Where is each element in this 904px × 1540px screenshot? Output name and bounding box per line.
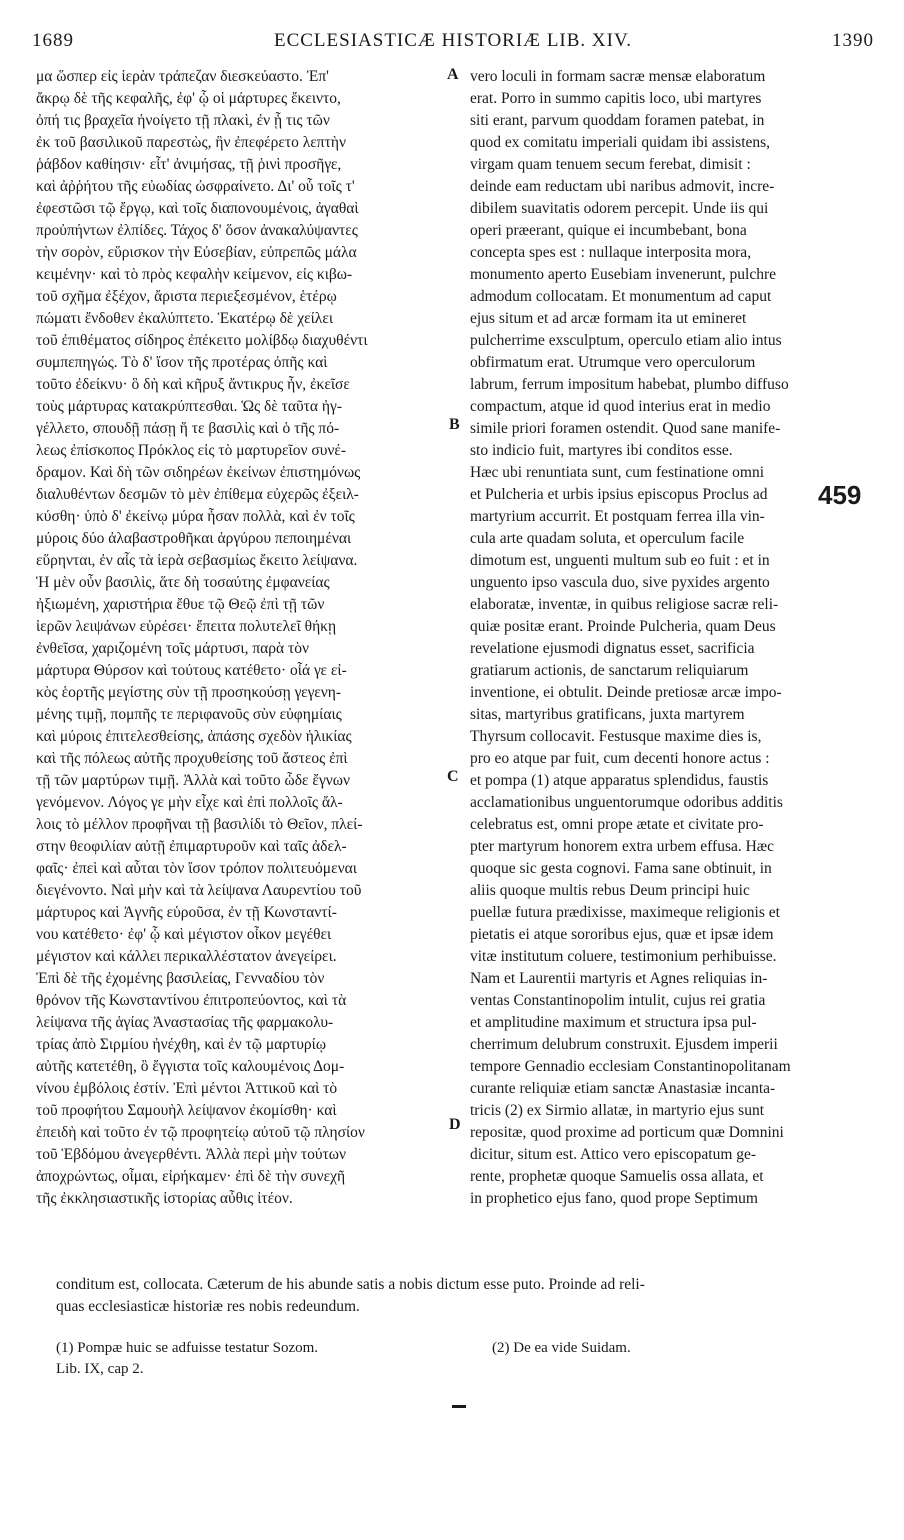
latin-text-line: rente, prophetæ quoque Samuelis ossa allata, et [470, 1168, 764, 1185]
greek-text-line: διαλυθέντων δεσμῶν τὸ μὲν ἐπίθεμα εὐχερῶς ἐξειλ- [36, 486, 359, 503]
section-marker-d: D [449, 1116, 461, 1133]
running-title: ECCLESIASTICÆ HISTORIÆ LIB. XIV. [273, 30, 632, 51]
greek-text-line: διεγένοντο. Ναὶ μὴν καὶ τὰ λείψανα Λαυρεντίου τοῦ [36, 882, 362, 899]
greek-text-line: θρόνον τῆς Κωνσταντίνου ἐπιτροπεύοντος, καὶ τὰ [36, 992, 347, 1009]
running-header [32, 30, 874, 56]
greek-text-line: τοῦ προφήτου Σαμουὴλ λείψανον ἐκομίσθη· καὶ [36, 1102, 337, 1119]
latin-text-line: deinde eam reductam ubi naribus admovit, incre- [470, 178, 775, 195]
footnote-2: (2) De ea vide Suidam. [492, 1340, 631, 1356]
greek-text-line: ἱερῶν λειψάνων εὑρέσει· ἔπειτα πολυτελεῖ θήκῃ [36, 618, 337, 635]
greek-text-line: τῇ τῶν μαρτύρων τιμῇ. Ἀλλὰ καὶ τοῦτο ὧδε ἔγνων [36, 772, 351, 789]
latin-text-line: tricis (2) ex Sirmio allatæ, in martyrio ejus sunt [470, 1102, 765, 1119]
latin-text-line: in prophetico ejus fano, quod prope Septimum [470, 1190, 758, 1207]
greek-text-line: τὴν σορὸν, εὕρισκον τὴν Εὐσεβίαν, εὐπρεπῶς μάλα [36, 244, 357, 261]
latin-text-line: repositæ, quod proxime ad porticum quæ Domnini [470, 1124, 784, 1141]
section-marker-a: A [447, 66, 459, 83]
latin-text-line: Thyrsum collocavit. Festusque maxime dies is, [470, 728, 762, 745]
latin-text-line: inventione, ei obtulit. Deinde pretiosæ arcæ impo- [470, 684, 782, 701]
latin-text-line: puellæ futura prædixisse, maximeque religionis et [470, 904, 780, 921]
latin-text-line: pro eo atque par fuit, cum decenti honore actus : [470, 750, 770, 767]
latin-text-line: admodum collocatam. Et monumentum ad caput [470, 288, 772, 305]
greek-text-line: Ἐπὶ δὲ τῆς ἐχομένης βασιλείας, Γενναδίου τὸν [36, 970, 325, 987]
latin-text-line: et amplitudine maximum et structura ipsa pul- [470, 1014, 757, 1031]
greek-text-line: κύσθη· ὑπὸ δ' ἐκείνῳ μύρα ἦσαν πολλὰ, καὶ ἐν τοῖς [36, 508, 355, 525]
greek-text-line: τρίας ἀπὸ Σιρμίου ἠνέχθη, καὶ ἐν τῷ μαρτυρίῳ [36, 1036, 327, 1053]
greek-text-line: ἐφεστῶσι τῷ ἔργῳ, καὶ τοῖς διαπονουμένοις, ἀγαθαὶ [36, 200, 359, 217]
latin-text-line: vero loculi in formam sacræ mensæ elaboratum [470, 68, 766, 85]
latin-text-line: revelatione ejusmodi dignatus esset, sacrificia [470, 640, 755, 657]
latin-text-line: pter martyrum honorem extra urbem effusa. Hæc [470, 838, 775, 855]
greek-text-line: τῆς ἐκκλησιαστικῆς ἱστορίας αὖθις ἰτέον. [36, 1190, 293, 1207]
greek-text-line: καὶ μύροις ἐπιτελεσθείσης, ἁπάσης σχεδὸν ἡλικίας [36, 728, 352, 745]
greek-text-line: καὶ τῆς πόλεως αὐτῆς προχυθείσης τοῦ ἄστεος ἐπὶ [36, 750, 348, 767]
greek-text-line: ὀπή τις βραχεῖα ἠνοίγετο τῇ πλακὶ, ἐν ᾗ τις τῶν [36, 112, 330, 129]
latin-text-line: quoque sic gesta cognovi. Fama sane obtinuit, in [470, 860, 772, 877]
latin-text-line: Hæc ubi renuntiata sunt, cum festinatione omni [470, 464, 765, 481]
page-end-dash [452, 1405, 466, 1408]
latin-text-line: Nam et Laurentii martyris et Agnes reliquias in- [470, 970, 768, 987]
greek-text-line: δραμον. Καὶ δὴ τῶν σιδηρέων ἐκείνων ἐπιστημόνως [36, 464, 361, 481]
latin-text-line: pulcherrime exsculptum, operculo etiam alio intus [470, 332, 782, 349]
greek-text-line: μέγιστον καὶ κάλλει περικαλλέστατον ἀνεγείρει. [36, 948, 337, 965]
latin-text-line: cherrimum delubrum construxit. Ejusdem imperii [470, 1036, 778, 1053]
page-number-left: 1689 [32, 30, 74, 51]
latin-text-line: martyrium accurrit. Et postquam ferrea illa vin- [470, 508, 765, 525]
latin-text-line: concepta spes est : nullaque interposita mora, [470, 244, 752, 261]
greek-text-line: λείψανα τῆς ἁγίας Ἀναστασίας τῆς φαρμακολυ- [36, 1014, 334, 1031]
section-marker-c: C [447, 768, 459, 785]
latin-text-line: siti erant, parvum quoddam foramen patebat, in [470, 112, 765, 129]
greek-text-line: προὐπήντων ἐλπίδες. Τάχος δ' ὅσον ἀνακαλύψαντες [36, 222, 358, 239]
latin-text-line: dibilem suavitatis odorem percepit. Unde iis qui [470, 200, 769, 217]
greek-text-line: ἠξιωμένη, χαριστήρια ἔθυε τῷ Θεῷ ἐπὶ τῇ τῶν [36, 596, 325, 613]
latin-text-line: simile priori foramen ostendit. Quod sane manife- [470, 420, 781, 437]
latin-text-line: sitas, martyribus gratificans, juxta martyrem [470, 706, 745, 723]
greek-text-line: γενόμενον. Λόγος γε μὴν εἶχε καὶ ἐπὶ πολλοῖς ἄλ- [36, 794, 343, 811]
latin-text-line: acclamationibus unguentorumque odoribus additis [470, 794, 783, 811]
latin-text-line: erat. Porro in summo capitis loco, ubi martyres [470, 90, 762, 107]
latin-text-line: unguento ipso vascula duo, sive pyxides argento [470, 574, 770, 591]
latin-text-line: aliis quoque multis rebus Deum principi huic [470, 882, 750, 899]
greek-text-line: ἐπειδὴ καὶ τοῦτο ἐν τῷ προφητείῳ αὐτοῦ τῷ πλησίον [36, 1124, 365, 1141]
greek-text-line: τοῦτο ἐδείκνυ· ὃ δὴ καὶ κῆρυξ ἄντικρυς ἦν, ἐκεῖσε [36, 376, 350, 393]
latin-text-line: pietatis ei atque sororibus ejus, quæ et ipsæ idem [470, 926, 774, 943]
latin-text-line: obfirmatum erat. Utrumque vero operculorum [470, 354, 756, 371]
greek-text-line: νίνου ἐμβόλοις ἐστίν. Ἐπὶ μέντοι Ἀττικοῦ καὶ τὸ [36, 1080, 338, 1097]
continuation-text-line: quas ecclesiasticæ historiæ res nobis redeundum. [56, 1298, 360, 1315]
greek-text-line: φαῖς· ἐπεὶ καὶ αὗται τὸν ἴσον τρόπον πολιτευόμεναι [36, 860, 357, 877]
latin-text-line: dicitur, situm est. Attico vero episcopatum ge- [470, 1146, 757, 1163]
latin-text-line: ejus situm et ad arcæ formam ita ut emineret [470, 310, 747, 327]
footnote-1-line-1: (1) Pompæ huic se adfuisse testatur Sozom. [56, 1340, 319, 1356]
greek-column [36, 66, 446, 1210]
greek-text-line: εὕρηνται, ἐν αἷς τὰ ἱερὰ σεβασμίως ἔκειτο λείψανα. [36, 552, 358, 569]
greek-text-line: νου κατέθετο· ἐφ' ᾧ καὶ μέγιστον οἶκον μεγέθει [36, 926, 332, 943]
section-marker-b: B [449, 416, 460, 433]
latin-text-line: et pompa (1) atque apparatus splendidus, faustis [470, 772, 769, 789]
greek-text-line: μάρτυρος καὶ Ἁγνῆς εὑροῦσα, ἐν τῇ Κωνσταντί- [36, 904, 337, 921]
greek-text-line: ἐκ τοῦ βασιλικοῦ παρεστὼς, ἣν ἐπεφέρετο λεπτὴν [36, 134, 346, 151]
latin-text-line: vitæ institutum coluere, testimonium perhibuisse. [470, 948, 777, 965]
latin-text-line: dimotum est, unguenti multum sub eo fuit : et in [470, 552, 770, 569]
greek-text-line: γέλλετο, σπουδῇ πάσῃ ἥ τε βασιλὶς καὶ ὁ τῆς πό- [36, 420, 340, 437]
latin-text-line: quiæ positæ erant. Proinde Pulcheria, quam Deus [470, 618, 776, 635]
latin-text-line: curante reliquiæ etiam sanctæ Anastasiæ incanta- [470, 1080, 776, 1097]
continuation-text-line: conditum est, collocata. Cæterum de his abunde satis a nobis dictum esse puto. Proinde ad reli- [56, 1276, 645, 1293]
latin-text-line: operi præerant, quique ei incumbebant, bona [470, 222, 747, 239]
page-number-right: 1390 [832, 30, 874, 51]
greek-text-line: καὶ ἀῤῥήτου τῆς εὐωδίας ὠσφραίνετο. Δι' οὗ τοῖς τ' [36, 178, 355, 195]
greek-text-line: στην θεοφιλίαν αὐτῇ ἐπιμαρτυροῦν καὶ ταῖς ἀδελ- [36, 838, 347, 855]
greek-text-line: μάρτυρα Θύρσον καὶ τούτους κατέθετο· οἷά γε εἰ- [36, 662, 347, 679]
greek-text-line: ῥάβδον καθίησιν· εἶτ' ἀνιμήσας, τῇ ῥινὶ προσῆγε, [36, 156, 342, 173]
latin-text-line: compactum, atque id quod interius erat in medio [470, 398, 771, 415]
latin-column [470, 66, 870, 1210]
latin-text-line: monumento aperto Eusebiam invenerunt, pulchre [470, 266, 777, 283]
latin-text-line: ventas Constantinopolim intulit, cujus rei gratia [470, 992, 766, 1009]
latin-text-line: tempore Gennadio ecclesiam Constantinopolitanam [470, 1058, 791, 1075]
greek-text-line: ἀποχρώντως, οἶμαι, εἰρήκαμεν· ἐπὶ δὲ τὴν συνεχῆ [36, 1168, 346, 1185]
greek-text-line: Ἡ μὲν οὖν βασιλὶς, ἅτε δὴ τοσαύτης ἐμφανείας [36, 574, 330, 591]
latin-text-line: celebratus est, omni prope ætate et civitate pro- [470, 816, 764, 833]
footnote-1-line-2: Lib. IX, cap 2. [56, 1361, 144, 1377]
greek-text-line: τοῦ Ἑβδόμου ἀνεγερθέντι. Ἀλλὰ περὶ μὴν τούτων [36, 1146, 346, 1163]
greek-text-line: λεως ἐπίσκοπος Πρόκλος εἰς τὸ μαρτυρεῖον συνέ- [36, 442, 347, 459]
greek-text-line: τοῦ ἐπιθέματος σίδηρος ἐπέκειτο μολίβδῳ διαχυθέντι [36, 332, 368, 349]
greek-text-line: τοῦ σχῆμα ἐξέχον, ἄριστα περιεξεσμένον, ἑτέρῳ [36, 288, 337, 305]
greek-text-line: μα ὥσπερ εἰς ἱερὰν τράπεζαν διεσκεύαστο. Ἐπ' [36, 68, 329, 85]
margin-column-number: 459 [818, 480, 862, 510]
greek-text-line: αὐτῆς κατετέθη, ὃ ἔγγιστα τοῖς καλουμένοις Δομ- [36, 1058, 345, 1075]
latin-text-line: cula arte quadam soluta, et operculum facile [470, 530, 745, 547]
greek-text-line: ἐνθεῖσα, χαριζομένη τοῖς μάρτυσι, παρὰ τὸν [36, 640, 309, 657]
greek-text-line: μύροις δύο ἀλαβαστροθῆκαι ἀργύρου πεποιημέναι [36, 530, 352, 547]
greek-text-line: τοὺς μάρτυρας κατακρύπτεσθαι. Ὡς δὲ ταῦτα ἠγ- [36, 398, 343, 415]
latin-text-line: elaboratæ, inventæ, in quibus religiose sacræ reli- [470, 596, 779, 613]
greek-text-line: πώματι ἔνδοθεν ἐκαλύπτετο. Ἑκατέρῳ δὲ χείλει [36, 310, 334, 327]
latin-text-line: virgam quam tenuem secum ferebat, dimisit : [470, 156, 751, 173]
greek-text-line: λοις τὸ μέλλον προφῆναι τῇ βασιλίδι τὸ Θεῖον, πλεί- [36, 816, 363, 833]
greek-text-line: ἄκρῳ δὲ τῆς κεφαλῆς, ἐφ' ᾧ οἱ μάρτυρες ἔκειντο, [36, 90, 341, 107]
latin-text-line: labrum, ferrum impositum habebat, plumbo diffuso [470, 376, 789, 393]
continuation-paragraph [56, 1274, 872, 1318]
footnote-1 [56, 1338, 456, 1380]
greek-text-line: μένης τιμῇ, πομπῆς τε περιφανοῦς σὺν εὐφημίαις [36, 706, 342, 723]
greek-text-line: κειμένην· καὶ τὸ πρὸς κεφαλὴν κείμενον, εἰς κιβω- [36, 266, 353, 283]
latin-text-line: gratiarum actionis, de sanctarum reliquiarum [470, 662, 749, 679]
latin-text-line: sto indicio fuit, martyres ibi conditos esse. [470, 442, 733, 459]
latin-text-line: quod ex comitatu imperiali quidam ibi assistens, [470, 134, 771, 151]
greek-text-line: συμπεπηγώς. Τὸ δ' ἴσον τῆς προτέρας ὀπῆς καὶ [36, 354, 328, 371]
latin-text-line: et Pulcheria et urbis ipsius episcopus Proclus ad [470, 486, 768, 503]
greek-text-line: κὸς ἑορτῆς μεγίστης σὺν τῇ προσηκούσῃ γεγενη- [36, 684, 342, 701]
